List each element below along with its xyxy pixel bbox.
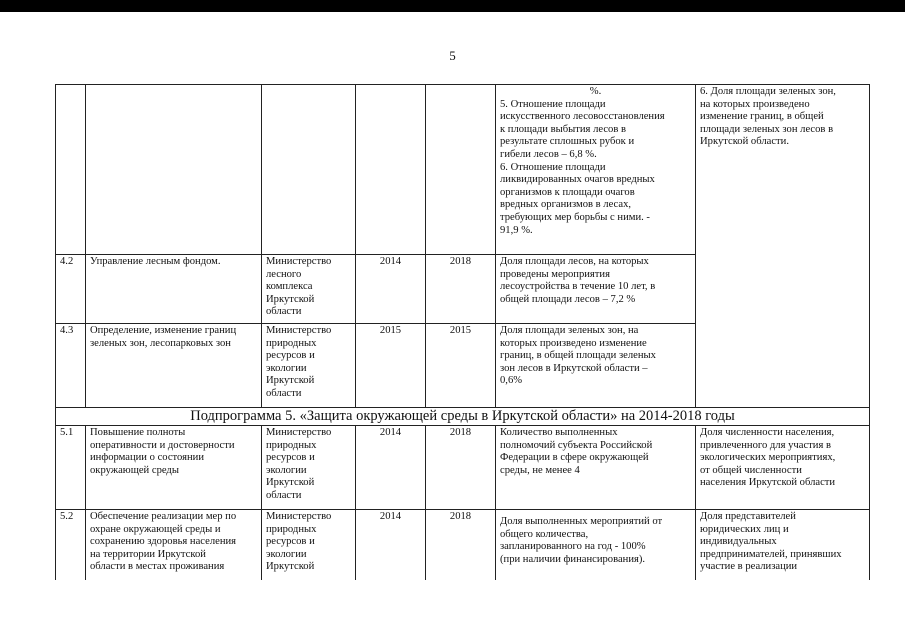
row-number: 4.3: [56, 324, 86, 408]
expected-result: Доля площади лесов, на которых проведены мероприятия лесоустройства в течение 10 лет, в общей площади лесов – 7,2 %: [496, 255, 696, 324]
scan-top-border: [0, 0, 905, 12]
page-number: 5: [449, 48, 456, 63]
target-indicator: Доля численности населения, привлеченного для участия в экологических мероприятиях, от общей численности населения Иркутской области: [696, 426, 870, 510]
year-end: [426, 85, 496, 255]
program-table: [55, 84, 870, 590]
year-start: 2015: [356, 324, 426, 408]
measure-name: Повышение полноты оперативности и достоверности информации о состоянии окружающей среды: [86, 426, 262, 510]
target-indicator: Доля представителей юридических лиц и индивидуальных предпринимателей, принявших участие в реализации: [696, 510, 870, 590]
expected-result: %. 5. Отношение площади искусственного лесовосстановления к площади выбытия лесов в результате сплошных рубок и гибели лесов – 6,8 %. 6. Отношение площади ликвидированных очагов вредных организмов к площади очагов вредных организмов в лесах, требующих мер борьбы с ними. - 91,9 %.: [496, 85, 696, 255]
expected-result: Доля выполненных мероприятий от общего количества, запланированного на год - 100% (при наличии финансирования).: [496, 510, 696, 590]
expected-result: Количество выполненных полномочий субъекта Российской Федерации в сфере окружающей среды, не менее 4: [496, 426, 696, 510]
row-number: [56, 85, 86, 255]
year-end: 2018: [426, 255, 496, 324]
year-start: 2014: [356, 426, 426, 510]
year-end: 2018: [426, 510, 496, 590]
row-number: 5.1: [56, 426, 86, 510]
year-start: 2014: [356, 255, 426, 324]
expected-result: Доля площади зеленых зон, на которых произведено изменение границ, в общей площади зеленых зон лесов в Иркутской области – 0,6%: [496, 324, 696, 408]
table-row: [56, 510, 870, 590]
year-end: 2015: [426, 324, 496, 408]
page-cutoff: [0, 580, 905, 640]
table-row: [56, 426, 870, 510]
row-number: 5.2: [56, 510, 86, 590]
subprogram-row: [56, 408, 870, 426]
row-number: 4.2: [56, 255, 86, 324]
year-start: [356, 85, 426, 255]
executor: Министерство лесного комплекса Иркутской области: [262, 255, 356, 324]
executor: Министерство природных ресурсов и экологии Иркутской: [262, 510, 356, 590]
year-end: 2018: [426, 426, 496, 510]
table-row: [56, 85, 870, 255]
measure-name: Управление лесным фондом.: [86, 255, 262, 324]
subprogram-title: Подпрограмма 5. «Защита окружающей среды в Иркутской области» на 2014-2018 годы: [56, 408, 870, 426]
target-indicator: 6. Доля площади зеленых зон, на которых произведено изменение границ, в общей площади зеленых зон лесов в Иркутской области.: [696, 85, 870, 408]
measure-name: Обеспечение реализации мер по охране окружающей среды и сохранению здоровья населения на территории Иркутской области в местах проживания: [86, 510, 262, 590]
executor: Министерство природных ресурсов и экологии Иркутской области: [262, 426, 356, 510]
executor: [262, 85, 356, 255]
executor: Министерство природных ресурсов и экологии Иркутской области: [262, 324, 356, 408]
year-start: 2014: [356, 510, 426, 590]
measure-name: Определение, изменение границ зеленых зон, лесопарковых зон: [86, 324, 262, 408]
measure-name: [86, 85, 262, 255]
